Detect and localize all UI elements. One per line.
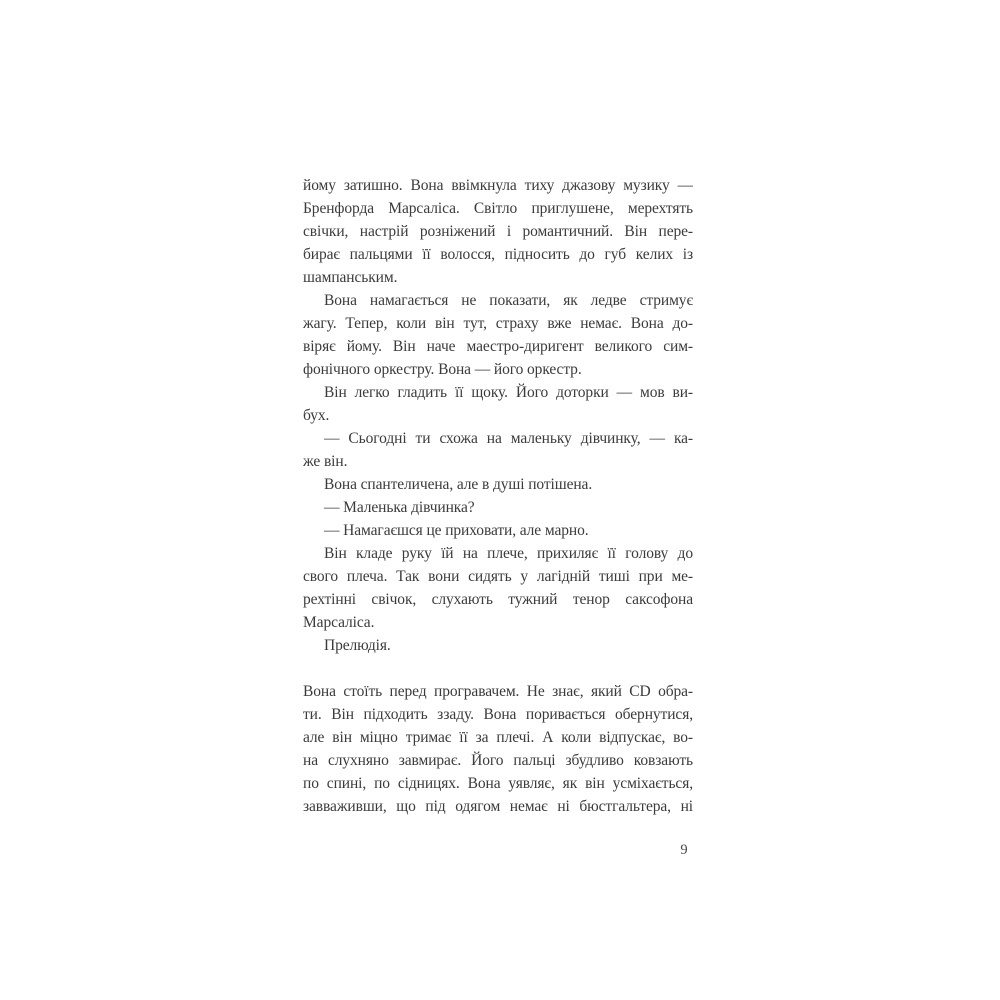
paragraph	[303, 634, 693, 657]
text-line: бух.	[303, 407, 330, 424]
text-line: Вона спантеличена, але в душі потішена.	[324, 476, 593, 493]
text-line: бирає пальцями її волосся, підносить до губ келих із	[303, 246, 693, 263]
text-line: — Намагаєшся це приховати, але марно.	[324, 522, 589, 539]
paragraph	[303, 289, 693, 381]
text-line: жагу. Тепер, коли він тут, страху вже немає. Вона до-	[303, 315, 693, 332]
text-line: — Маленька дівчинка?	[324, 499, 475, 516]
paragraph	[303, 427, 693, 473]
page-number: 9	[680, 842, 688, 858]
text-line: же він.	[303, 453, 348, 470]
text-line: Він кладе руку їй на плече, прихиляє її голову до	[324, 545, 693, 562]
text-line: по спині, по сідницях. Вона уявляє, як він усміхається,	[303, 775, 693, 792]
text-line: — Сьогодні ти схожа на маленьку дівчинку, — ка-	[324, 430, 693, 447]
text-line: але він міцно тримає її за плечі. А коли відпускає, во-	[303, 729, 693, 746]
text-block	[303, 174, 693, 818]
text-line: на слухняно завмирає. Його пальці збудливо ковзають	[303, 752, 693, 769]
text-line: віряє йому. Він наче маестро-диригент великого сим-	[303, 338, 693, 355]
text-line: йому затишно. Вона ввімкнула тиху джазову музику —	[303, 177, 693, 194]
text-line: шампанським.	[303, 269, 398, 286]
text-line: ти. Він підходить ззаду. Вона поривається обернутися,	[303, 706, 693, 723]
paragraph	[303, 473, 693, 496]
paragraph	[303, 519, 693, 542]
paragraph	[303, 496, 693, 519]
text-line: Вона намагається не показати, як ледве стримує	[324, 292, 693, 309]
text-line: Марсаліса.	[303, 614, 375, 631]
text-line: свого плеча. Так вони сидять у лагідній тиші при ме-	[303, 568, 693, 585]
text-line: завваживши, що під одягом немає ні бюстгальтера, ні	[303, 798, 693, 815]
paragraph	[303, 381, 693, 427]
text-line: Прелюдія.	[324, 637, 391, 654]
paragraph	[303, 542, 693, 634]
paragraph	[303, 174, 693, 289]
text-line: Він легко гладить її щоку. Його доторки — мов ви-	[324, 384, 693, 401]
text-line: Вона стоїть перед програвачем. Не знає, який CD обра-	[303, 683, 693, 700]
text-line: Бренфорда Марсаліса. Світло приглушене, мерехтять	[303, 200, 693, 217]
text-line: фонічного оркестру. Вона — його оркестр.	[303, 361, 582, 378]
paragraph	[303, 680, 693, 818]
text-line: свічки, настрій розніжений і романтичний. Він пере-	[303, 223, 693, 240]
text-line: рехтінні свічок, слухають тужний тенор саксофона	[303, 591, 693, 608]
